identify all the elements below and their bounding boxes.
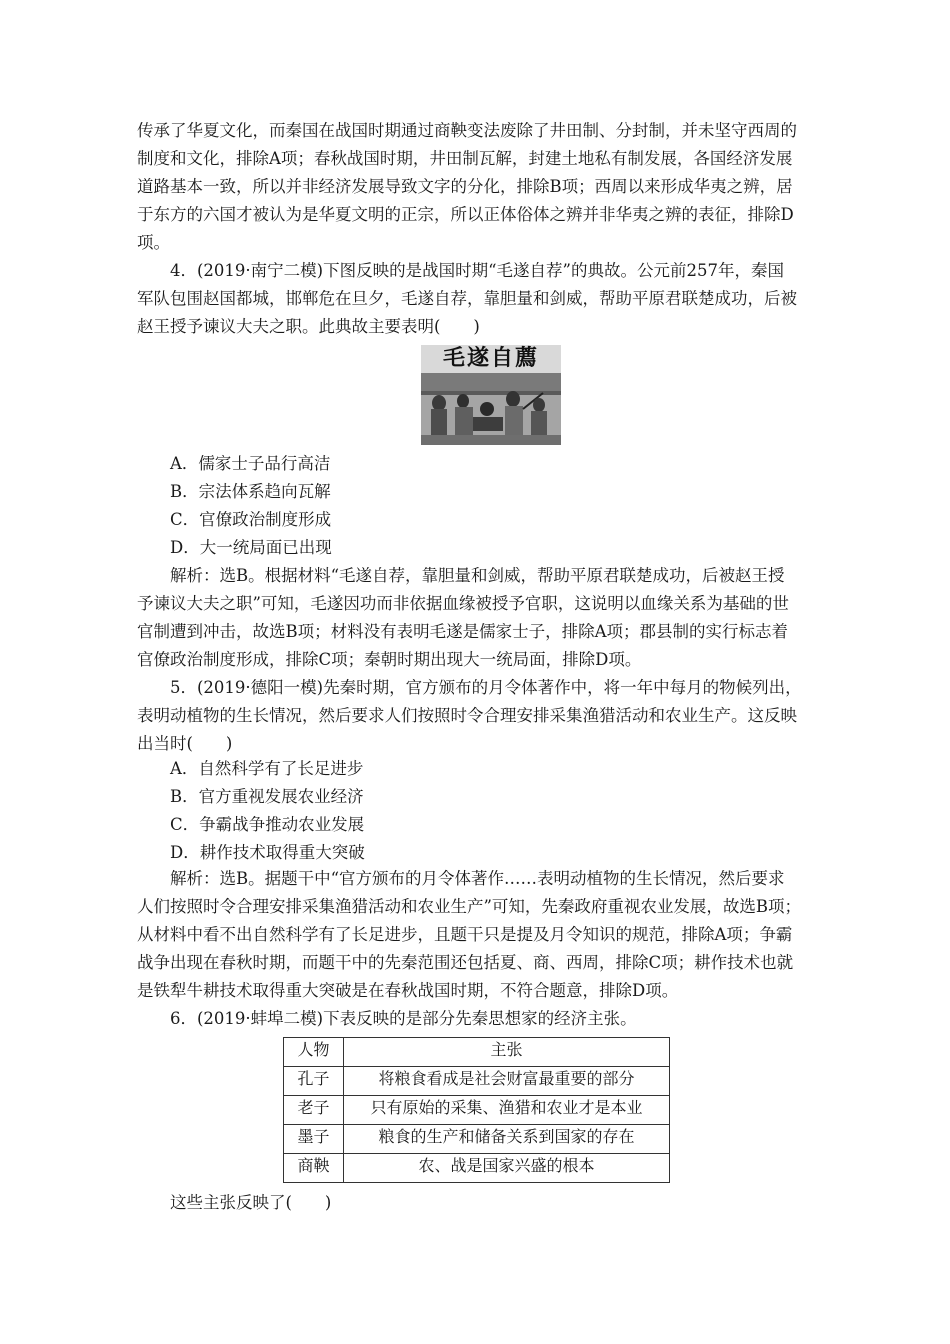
q4-option-b: B．宗法体系趋向瓦解: [170, 482, 331, 501]
q5-option-d: D．耕作技术取得重大突破: [170, 843, 365, 862]
table-row: [284, 1154, 670, 1183]
q5-analysis: 战争出现在春秋时期，而题干中的先秦范围还包括夏、商、西周，排除C项；耕作技术也就: [137, 953, 794, 972]
question-4-stem: 赵王授予谏议大夫之职。此典故主要表明( ): [137, 317, 480, 336]
table-cell: 将粮食看成是社会财富最重要的部分: [344, 1067, 670, 1096]
q5-analysis: 人们按照时令合理安排采集渔猎活动和农业生产”可知，先秦政府重视农业发展，故选B项；: [137, 897, 802, 916]
table-row: [284, 1067, 670, 1096]
question-6-stem: 6．(2019·蚌埠二模)下表反映的是部分先秦思想家的经济主张。: [137, 1009, 637, 1028]
q5-option-c: C．争霸战争推动农业发展: [170, 815, 365, 834]
text-line: 道路基本一致，所以并非经济发展导致文字的分化，排除B项；西周以来形成华夷之辨，居: [137, 177, 793, 196]
question-4-stem: 4．(2019·南宁二模)下图反映的是战国时期“毛遂自荐”的典故。公元前257年，秦国: [137, 261, 784, 280]
q5-analysis: 从材料中看不出自然科学有了长足进步，且题干只是提及月令知识的规范，排除A项；争霸: [137, 925, 793, 944]
q4-option-d: D．大一统局面已出现: [170, 538, 332, 557]
question-5-stem: 出当时( ): [137, 734, 233, 753]
q4-analysis: 解析：选B。根据材料“毛遂自荐，靠胆量和剑威，帮助平原君联楚成功，后被赵王授: [137, 566, 785, 585]
question-5-stem: 5．(2019·德阳一模)先秦时期，官方颁布的月令体著作中，将一年中每月的物候列出，: [137, 678, 802, 697]
text-line: 于东方的六国才被认为是华夏文明的正宗，所以正体俗体之辨并非华夷之辨的表征，排除D: [137, 205, 794, 224]
mao-sui-illustration: [421, 345, 561, 445]
q4-analysis: 官僚政治制度形成，排除C项；秦朝时期出现大一统局面，排除D项。: [137, 650, 642, 669]
thinkers-table: [283, 1037, 670, 1183]
table-header: 主张: [344, 1038, 670, 1067]
q4-analysis: 予谏议大夫之职”可知，毛遂因功而非依据血缘被授予官职，这说明以血缘关系为基础的世: [137, 594, 789, 613]
q5-option-a: A．自然科学有了长足进步: [170, 759, 364, 778]
q4-analysis: 官制遭到冲击，故选B项；材料没有表明毛遂是儒家士子，排除A项；郡县制的实行标志着: [137, 622, 789, 641]
table-header: 人物: [284, 1038, 344, 1067]
q5-analysis: 是铁犁牛耕技术取得重大突破是在春秋战国时期，不符合题意，排除D项。: [137, 981, 679, 1000]
question-5-stem: 表明动植物的生长情况，然后要求人们按照时令合理安排采集渔猎活动和农业生产。这反映: [137, 706, 797, 725]
text-line: 传承了华夏文化，而秦国在战国时期通过商鞅变法废除了井田制、分封制，并未坚守西周的: [137, 121, 797, 140]
table-header-row: [284, 1038, 670, 1067]
q5-analysis: 解析：选B。据题干中“官方颁布的月令体著作……表明动植物的生长情况，然后要求: [137, 869, 785, 888]
illustration-title: 毛遂自薦: [421, 345, 561, 373]
q5-option-b: B．官方重视发展农业经济: [170, 787, 364, 806]
illustration-scene: [421, 373, 561, 445]
table-cell: 墨子: [284, 1125, 344, 1154]
table-cell: 老子: [284, 1096, 344, 1125]
table-row: [284, 1096, 670, 1125]
table-cell: 粮食的生产和储备关系到国家的存在: [344, 1125, 670, 1154]
table-cell: 农、战是国家兴盛的根本: [344, 1154, 670, 1183]
text-line: 制度和文化，排除A项；春秋战国时期，井田制瓦解，封建土地私有制发展，各国经济发展: [137, 149, 793, 168]
q4-option-a: A．儒家士子品行高洁: [170, 454, 331, 473]
text-line: 项。: [137, 233, 170, 252]
table-cell: 商鞅: [284, 1154, 344, 1183]
question-4-stem: 军队包围赵国都城，邯郸危在旦夕，毛遂自荐，靠胆量和剑威，帮助平原君联楚成功，后被: [137, 289, 797, 308]
question-6-tail: 这些主张反映了( ): [170, 1193, 332, 1212]
table-row: [284, 1125, 670, 1154]
table-cell: 只有原始的采集、渔猎和农业才是本业: [344, 1096, 670, 1125]
q4-option-c: C．官僚政治制度形成: [170, 510, 332, 529]
table-cell: 孔子: [284, 1067, 344, 1096]
